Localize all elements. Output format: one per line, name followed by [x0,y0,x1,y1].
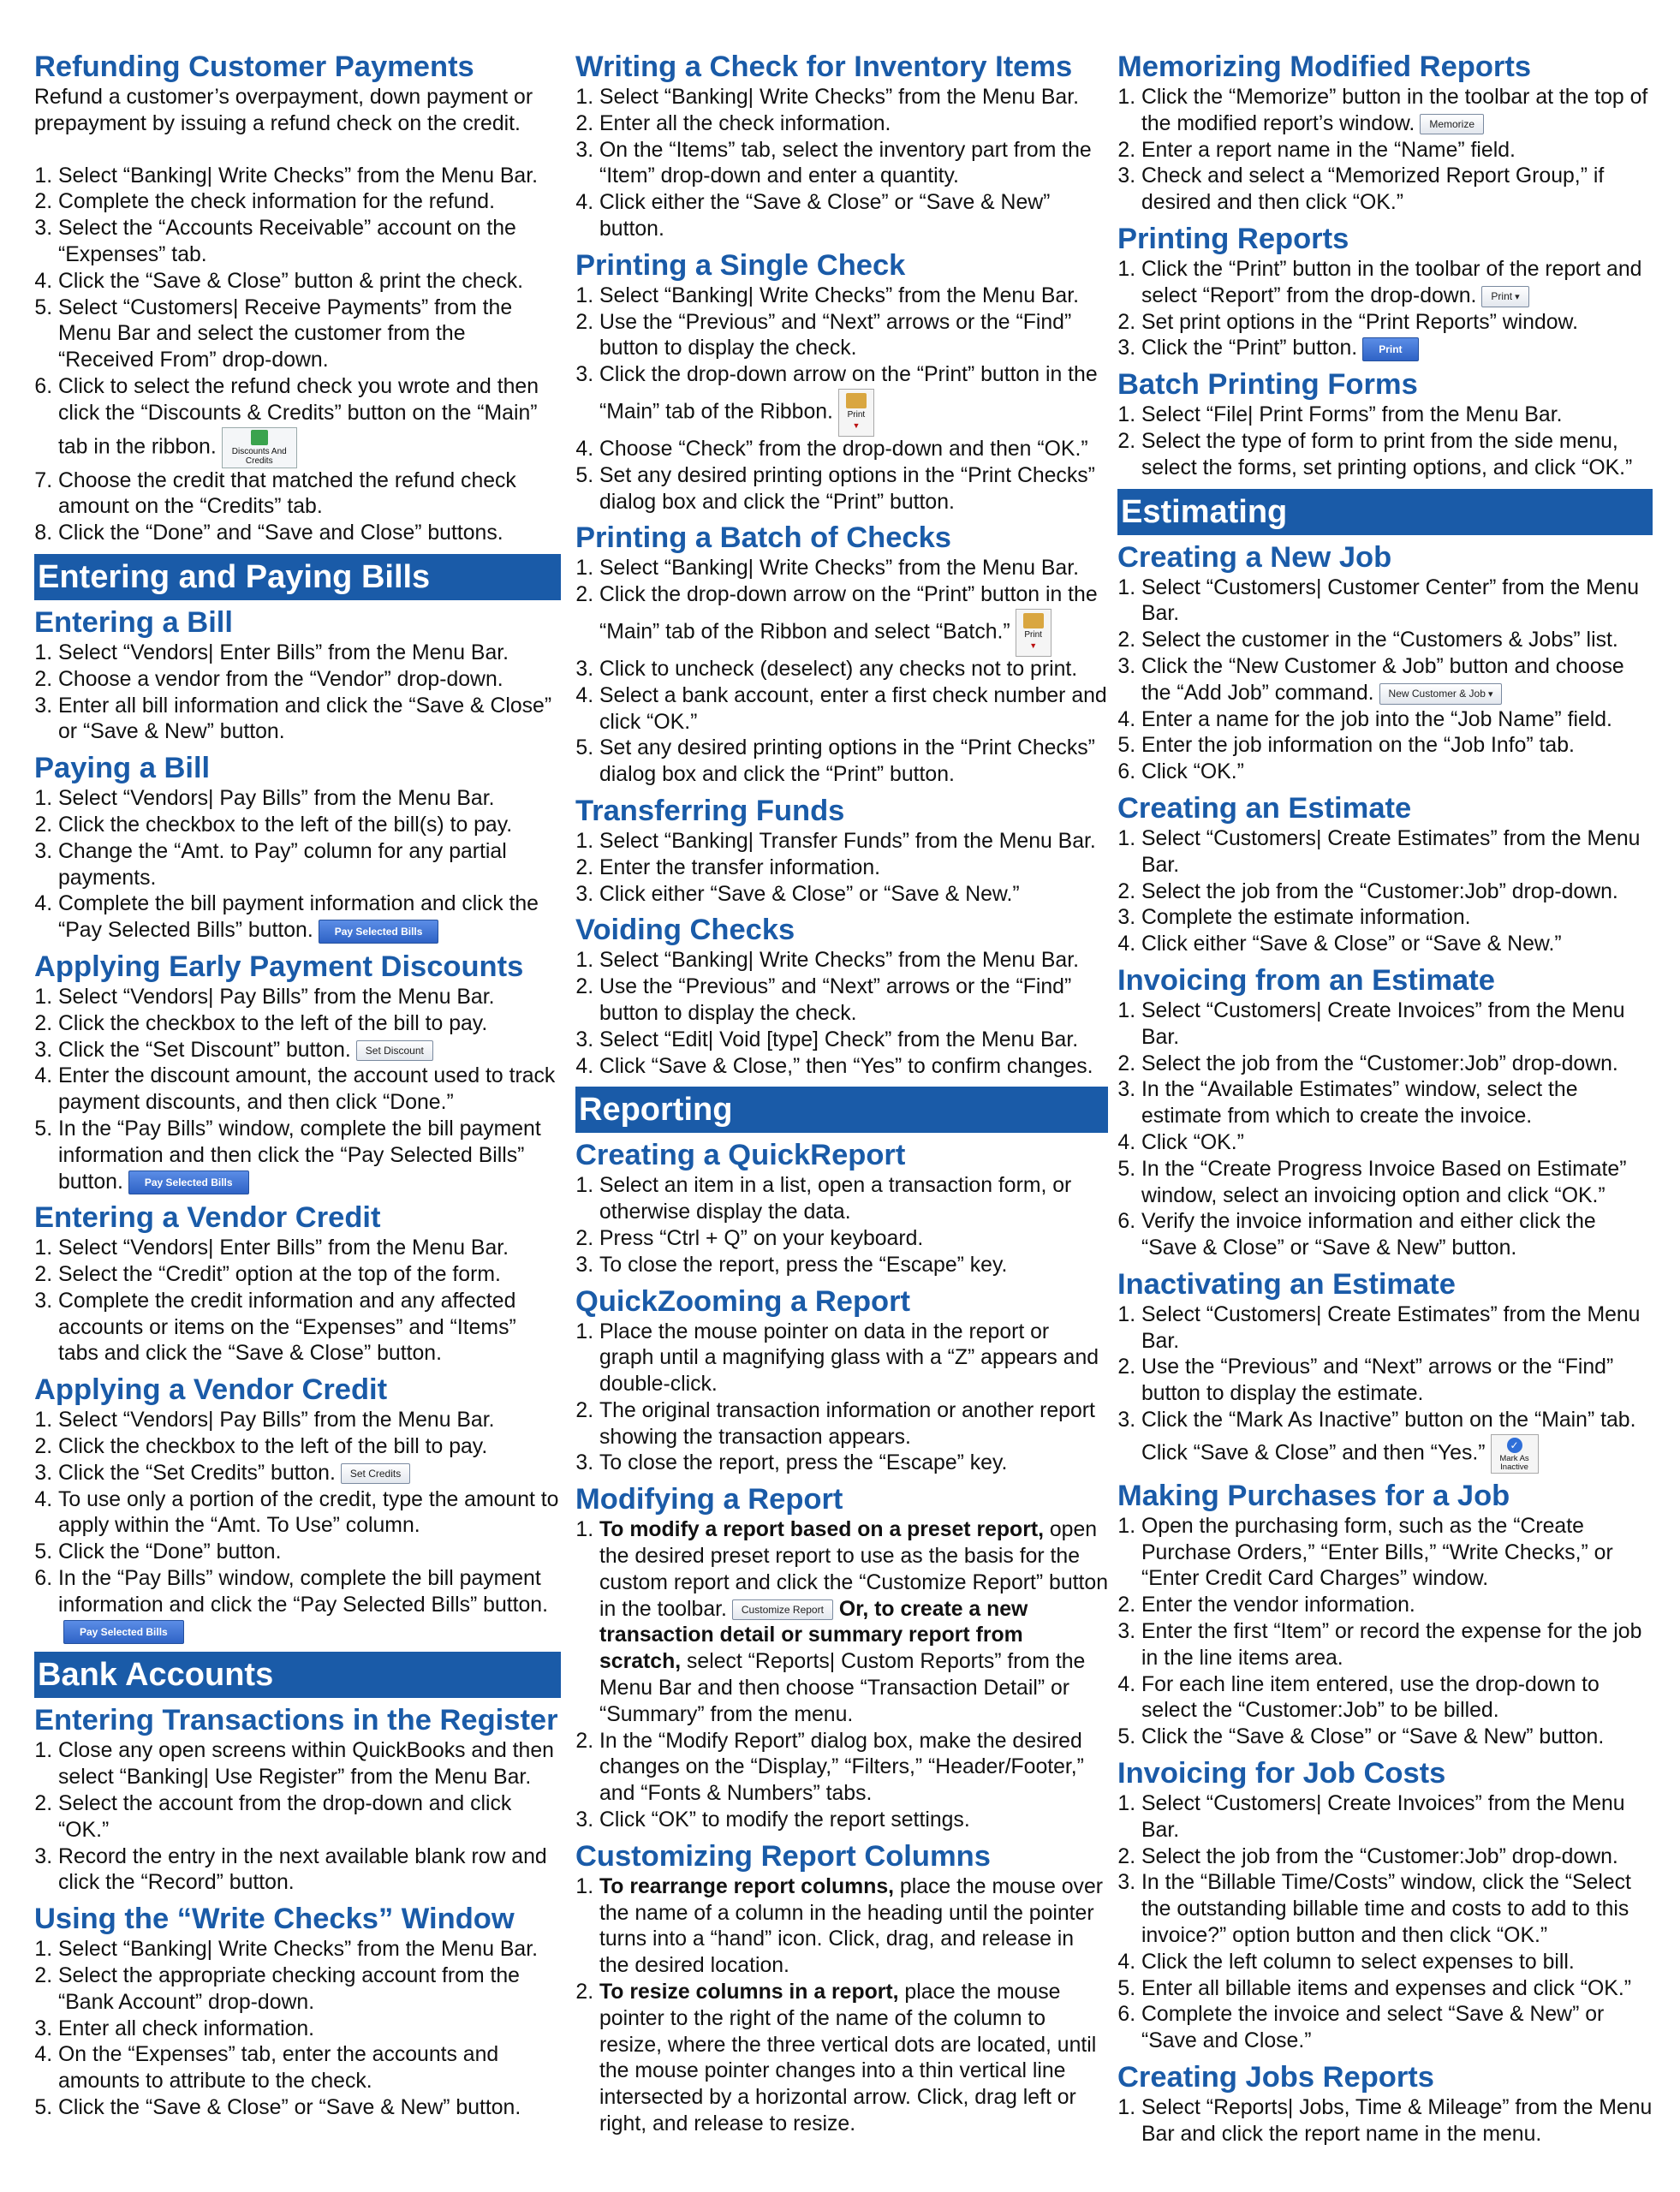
quickreport-steps [575,1173,1108,1278]
step: 1. Select “Customers| Create Invoices” from the Menu Bar. [1141,998,1653,1051]
step: 1. Select “Banking| Write Checks” from the Menu Bar. [599,283,1108,310]
customize-report-button[interactable]: Customize Report [732,1599,833,1620]
step: 6. Complete the invoice and select “Save & New” or “Save and Close.” [1141,2002,1653,2055]
job-costs-steps [1117,1791,1653,2055]
step: 1. Select “Banking| Write Checks” from the Menu Bar. [58,164,561,190]
section-title-register: Entering Transactions in the Register [34,1704,558,1737]
step [1141,85,1653,138]
step: 1. Place the mouse pointer on data in the report or graph until a magnifying glass with a “Z” appears and double-click. [599,1319,1108,1398]
step: 3. Select “Edit| Void [type] Check” from the Menu Bar. [599,1028,1108,1054]
step [58,1461,561,1487]
step: 1. Select “Customers| Customer Center” from the Menu Bar. [1141,575,1653,628]
step: 5. Set any desired printing options in the “Print Checks” dialog box and click the “Print” button. [599,736,1108,789]
step: 5. Click the “Done” button. [58,1540,561,1566]
step-text: place the mouse over the name of a column in the heading until the pointer turns into a “hand” icon. Click, drag, and release in the desired location. [599,1874,1104,1978]
voiding-steps [575,948,1108,1080]
step-text: Complete the bill payment information and click the “Pay Selected Bills” button. [58,892,539,943]
step: 1. Select “Banking| Write Checks” from the Menu Bar. [599,556,1108,582]
step [599,362,1108,437]
step-bold: To resize columns in a report, [599,1981,899,2004]
enter-bill-steps [34,640,561,746]
step: 2. Click the checkbox to the left of the bill to pay. [58,1011,561,1038]
step-text: open the desired preset report to use as the basis for the custom report and click the “Customize Report” button in the toolbar. [599,1518,1108,1621]
step: 3. Enter all check information. [58,2016,561,2043]
print-dropdown-button[interactable]: Print ▾ [1481,286,1528,307]
step: 1. Open the purchasing form, such as the “Create Purchase Orders,” “Enter Bills,” “Write Checks,” or “Enter Credit Card Charges” window. [1141,1514,1653,1593]
vendor-credit-steps [34,1236,561,1367]
section-title-invoicing-estimate: Invoicing from an Estimate [1117,963,1495,997]
step: 3. Complete the estimate information. [1141,905,1653,932]
step: 4. For each line item entered, use the drop-down to select the “Customer:Job” to be billed. [1141,1672,1653,1725]
column-1 [34,45,561,2122]
step: 5. In the “Create Progress Invoice Based on Estimate” window, select an invoicing option and click “OK.” [1141,1157,1653,1210]
step: 1. Select “Vendors| Enter Bills” from the Menu Bar. [58,1236,561,1262]
step: 1. Select “Banking| Write Checks” from the Menu Bar. [599,85,1108,111]
print-button[interactable] [1016,609,1051,657]
columns-steps [575,1874,1108,2138]
batch-forms-steps [1117,402,1653,481]
checkmark-icon: ✓ [1507,1438,1522,1453]
step: 2. Select the “Credit” option at the top of the form. [58,1262,561,1289]
printer-icon [846,393,867,408]
step-text: Click the “Set Discount” button. [58,1038,351,1062]
step: 4. Enter a name for the job into the “Job Name” field. [1141,707,1653,734]
section-title-write-checks: Using the “Write Checks” Window [34,1903,515,1936]
step: 4. Choose “Check” from the drop-down and then “OK.” [599,437,1108,463]
step-text: Click the “Memorize” button in the toolbar at the top of the modified report’s window. [1141,86,1648,135]
section-title-quickzoom: QuickZooming a Report [575,1284,911,1318]
step: 3. Change the “Amt. to Pay” column for any partial payments. [58,839,561,892]
step: 2. Enter the vendor information. [1141,1593,1653,1619]
section-title-single-check: Printing a Single Check [575,248,906,282]
batch-check-steps [575,556,1108,789]
new-customer-job-button[interactable]: New Customer & Job ▾ [1379,683,1503,705]
modify-steps [575,1517,1108,1834]
discounts-credits-icon [251,430,268,445]
step: 3. Complete the credit information and any affected accounts or items on the “Expenses” and “Items” tabs and click the “Save & Close” button. [58,1289,561,1367]
step [58,1038,561,1064]
memorize-steps [1117,85,1653,217]
pay-selected-bills-button[interactable]: Pay Selected Bills [128,1170,249,1194]
section-title-purchases: Making Purchases for a Job [1117,1479,1510,1512]
step [58,374,561,468]
step-bold-or: Or, to create a new transaction detail or summary report from scratch, [599,1597,1028,1674]
step [599,1517,1108,1728]
step: 1. Select “Customers| Create Estimates” from the Menu Bar. [1141,826,1653,879]
step: 1. Select “Customers| Create Invoices” from the Menu Bar. [1141,1791,1653,1844]
step: 2. Use the “Previous” and “Next” arrows or the “Find” button to display the check. [599,974,1108,1028]
jobs-reports-steps [1117,2095,1653,2148]
step [599,1980,1108,2138]
step-text: Click the drop-down arrow on the “Print” button in the “Main” tab of the Ribbon and select “Batch.” [599,583,1098,644]
dropdown-arrow-icon: ▼ [1029,640,1038,650]
step: 1. Select “Vendors| Enter Bills” from the Menu Bar. [58,640,561,667]
step [599,582,1108,657]
step: 3. Select the “Accounts Receivable” account on the “Expenses” tab. [58,216,561,269]
step-text: place the mouse pointer to the right of the name of the column to resize, where the three vertical dots are located, until the mouse pointer changes into a thin vertical line intersected by a horizontal arrow. Click, drag left or right, and release to resize. [599,1981,1097,2136]
section-title-modifying: Modifying a Report [575,1483,843,1516]
section-title-refunding: Refunding Customer Payments [34,51,474,83]
section-title-job-costs: Invoicing for Job Costs [1117,1757,1446,1790]
single-check-steps [575,283,1108,516]
step: 5. Enter the job information on the “Job Info” tab. [1141,733,1653,759]
step: 4. Click either “Save & Close” or “Save & New.” [1141,932,1653,958]
step: 2. Select the account from the drop-down and click “OK.” [58,1791,561,1844]
step [599,1874,1108,1980]
refund-steps [34,164,561,547]
step: 4. Click “Save & Close,” then “Yes” to confirm changes. [599,1054,1108,1081]
print-button[interactable] [838,389,874,437]
inactivate-steps [1117,1302,1653,1474]
invoicing-estimate-steps [1117,998,1653,1262]
step: 3. To close the report, press the “Escape” key. [599,1450,1108,1477]
step: 4. Click the “Save & Close” button & print the check. [58,269,561,295]
step: 1. Select “Reports| Jobs, Time & Mileage” from the Menu Bar and click the report name in the menu. [1141,2095,1653,2148]
step: 1. Select “Banking| Write Checks” from the Menu Bar. [58,1937,561,1963]
step: 2. Select the job from the “Customer:Job” drop-down. [1141,879,1653,906]
purchases-steps [1117,1514,1653,1751]
step: 3. Record the entry in the next available blank row and click the “Record” button. [58,1844,561,1897]
step: 3. Click either “Save & Close” or “Save & New.” [599,882,1108,908]
step: 1. Select “Vendors| Pay Bills” from the Menu Bar. [58,985,561,1011]
section-title-vendor-credit: Entering a Vendor Credit [34,1201,381,1235]
section-title-printing-reports: Printing Reports [1117,222,1349,255]
step: 5. Select “Customers| Receive Payments” from the Menu Bar and select the customer from the “Received From” drop-down. [58,295,561,374]
step-text: Click the “New Customer & Job” button and choose the “Add Job” command. [1141,654,1624,705]
print-button[interactable]: Print [1362,337,1418,361]
register-steps [34,1738,561,1897]
step-text: Click to select the refund check you wrote and then click the “Discounts & Credits” button on the “Main” tab in the ribbon. [58,374,539,459]
step: 2. Select the job from the “Customer:Job” drop-down. [1141,1051,1653,1078]
step: 2. Use the “Previous” and “Next” arrows or the “Find” button to display the estimate. [1141,1355,1653,1408]
section-title-new-job: Creating a New Job [1117,540,1392,574]
step: 1. Select “Vendors| Pay Bills” from the Menu Bar. [58,786,561,813]
step-text: Click the “Print” button in the toolbar of the report and select “Report” from the drop-down. [1141,257,1642,307]
section-title-apply-credit: Applying a Vendor Credit [34,1373,388,1407]
section-title-early-discounts: Applying Early Payment Discounts [34,950,524,983]
step: 2. Select the customer in the “Customers & Jobs” list. [1141,628,1653,654]
step: 5. Click the “Save & Close” or “Save & New” button. [1141,1724,1653,1751]
dropdown-arrow-icon: ▼ [852,420,861,430]
step: 6. Verify the invoice information and either click the “Save & Close” or “Save & New” button. [1141,1209,1653,1262]
section-title-memorizing: Memorizing Modified Reports [1117,51,1531,83]
step: 1. Select “File| Print Forms” from the Menu Bar. [1141,402,1653,429]
section-bar-estimating: Estimating [1117,489,1653,535]
step: 3. In the “Billable Time/Costs” window, click the “Select the outstanding billable time and costs to add to this invoice?” option button and then click “OK.” [1141,1870,1653,1949]
column-3 [1117,45,1653,2148]
step: 3. In the “Available Estimates” window, select the estimate from which to create the invoice. [1141,1077,1653,1130]
step: 2. Complete the check information for the refund. [58,189,561,216]
print-label: Print [1024,629,1042,640]
step: 2. Click the checkbox to the left of the bill to pay. [58,1434,561,1461]
section-title-inactivating: Inactivating an Estimate [1117,1267,1456,1301]
mark-as-inactive-button[interactable] [1491,1434,1539,1474]
step: 3. Enter the first “Item” or record the expense for the job in the line items area. [1141,1619,1653,1672]
step: 2. Enter the transfer information. [599,855,1108,882]
printer-icon [1023,613,1044,628]
step: 4. Select a bank account, enter a first check number and click “OK.” [599,683,1108,736]
step: 3. Click “OK” to modify the report settings. [599,1808,1108,1834]
write-checks-steps [34,1937,561,2122]
step: 2. The original transaction information or another report showing the transaction appears. [599,1398,1108,1451]
step: 3. Click to uncheck (deselect) any checks not to print. [599,657,1108,683]
step-bold: To modify a report based on a preset report, [599,1518,1044,1542]
step: 1. Select “Banking| Write Checks” from the Menu Bar. [599,948,1108,974]
discounts-credits-label: Discounts And Credits [231,446,287,466]
step-text: select “Reports| Custom Reports” from the Menu Bar and then choose “Transaction Detail” or “Summary” from the menu. [599,1650,1086,1726]
section-title-transfer: Transferring Funds [575,794,845,827]
step: 7. Choose the credit that matched the refund check amount on the “Credits” tab. [58,468,561,521]
refund-intro: Refund a customer’s overpayment, down payment or prepayment by issuing a refund check on the credit. [34,86,533,135]
pay-bill-steps [34,786,561,944]
set-credits-button[interactable]: Set Credits [341,1463,410,1484]
step: 1. Select an item in a list, open a transaction form, or otherwise display the data. [599,1173,1108,1226]
section-title-inventory-check: Writing a Check for Inventory Items [575,51,1073,83]
section-title-paying-bill: Paying a Bill [34,752,211,785]
pay-selected-bills-button[interactable]: Pay Selected Bills [63,1620,184,1644]
step: 3. Enter all bill information and click the “Save & Close” or “Save & New” button. [58,694,561,747]
step: 5. Enter all billable items and expenses and click “OK.” [1141,1976,1653,2003]
step: 2. In the “Modify Report” dialog box, make the desired changes on the “Display,” “Filters,” “Header/Footer,” and “Fonts & Numbers” tabs. [599,1729,1108,1808]
step [58,891,561,944]
step-text: Click the “Set Credits” button. [58,1461,336,1485]
step: 4. Click either the “Save & Close” or “Save & New” button. [599,190,1108,243]
step: 2. Press “Ctrl + Q” on your keyboard. [599,1226,1108,1253]
section-bar-bills: Entering and Paying Bills [34,554,561,600]
section-title-quickreport: Creating a QuickReport [575,1139,906,1172]
discounts-credits-button[interactable] [222,427,297,468]
section-title-batch-forms: Batch Printing Forms [1117,368,1418,402]
step: 3. On the “Items” tab, select the inventory part from the “Item” drop-down and enter a quantity. [599,138,1108,191]
new-job-steps [1117,575,1653,786]
memorize-button[interactable]: Memorize [1420,114,1484,134]
step: 5. Set any desired printing options in the “Print Checks” dialog box and click the “Print” button. [599,463,1108,516]
step-text: Click the “Mark As Inactive” button on the “Main” tab. Click “Save & Close” and then “Yes.” [1141,1409,1636,1465]
step-text: Click the drop-down arrow on the “Print” button in the “Main” tab of the Ribbon. [599,363,1098,424]
section-bar-reporting: Reporting [575,1087,1108,1133]
early-discount-steps [34,985,561,1195]
step: 2. Use the “Previous” and “Next” arrows or the “Find” button to display the check. [599,310,1108,363]
step: 2. Set print options in the “Print Reports” window. [1141,310,1653,337]
step [1141,336,1653,362]
step: 4. Click “OK.” [1141,1130,1653,1157]
step: 4. Click the left column to select expenses to bill. [1141,1950,1653,1976]
section-title-voiding: Voiding Checks [575,914,795,947]
step-text: Click the “Print” button. [1141,337,1358,360]
section-title-entering-bill: Entering a Bill [34,605,233,639]
pay-selected-bills-button[interactable]: Pay Selected Bills [319,920,439,944]
step [1141,1408,1653,1474]
print-label: Print [847,409,866,420]
step: 1. Select “Vendors| Pay Bills” from the Menu Bar. [58,1408,561,1434]
step: 2. Select the appropriate checking account from the “Bank Account” drop-down. [58,1963,561,2016]
section-title-columns: Customizing Report Columns [575,1839,991,1873]
step: 3. Check and select a “Memorized Report Group,” if desired and then click “OK.” [1141,164,1653,217]
step-text: In the “Pay Bills” window, complete the bill payment information and then click the “Pay Selected Bills” button. [58,1117,541,1194]
step: 4. Enter the discount amount, the account used to track payment discounts, and then click “Done.” [58,1063,561,1117]
step [58,1117,561,1195]
step: 8. Click the “Done” and “Save and Close” buttons. [58,521,561,547]
step: 4. On the “Expenses” tab, enter the accounts and amounts to attribute to the check. [58,2042,561,2095]
step: 2. Select the type of form to print from the side menu, select the forms, set printing options, and click “OK.” [1141,429,1653,482]
step: 1. Close any open screens within QuickBooks and then select “Banking| Use Register” from the Menu Bar. [58,1738,561,1791]
column-2 [575,45,1108,2138]
set-discount-button[interactable]: Set Discount [356,1040,433,1061]
quickzoom-steps [575,1319,1108,1478]
apply-credit-steps [34,1408,561,1645]
step: 6. Click “OK.” [1141,759,1653,786]
step-text: In the “Pay Bills” window, complete the bill payment information and click the “Pay Selected Bills” button. [58,1567,548,1617]
step: 3. To close the report, press the “Escape” key. [599,1253,1108,1279]
section-title-jobs-reports: Creating Jobs Reports [1117,2061,1434,2094]
step: 2. Select the job from the “Customer:Job” drop-down. [1141,1844,1653,1871]
print-reports-steps [1117,257,1653,362]
step: 1. Select “Banking| Transfer Funds” from the Menu Bar. [599,829,1108,855]
section-bar-bank: Bank Accounts [34,1652,561,1698]
step: 2. Choose a vendor from the “Vendor” drop-down. [58,667,561,694]
estimate-steps [1117,826,1653,958]
step: 2. Enter a report name in the “Name” field. [1141,138,1653,164]
step: 5. Click the “Save & Close” or “Save & New” button. [58,2095,561,2122]
step [1141,654,1653,707]
step: 2. Click the checkbox to the left of the bill(s) to pay. [58,813,561,839]
section-title-batch-checks: Printing a Batch of Checks [575,521,951,555]
step [58,1566,561,1645]
transfer-steps [575,829,1108,908]
step: 4. To use only a portion of the credit, type the amount to apply within the “Amt. To Use” column. [58,1487,561,1540]
step [1141,257,1653,310]
mark-inactive-label: Mark As Inactive [1499,1453,1529,1472]
step: 2. Enter all the check information. [599,111,1108,138]
inventory-check-steps [575,85,1108,243]
step: 1. Select “Customers| Create Estimates” from the Menu Bar. [1141,1302,1653,1355]
section-title-estimate: Creating an Estimate [1117,791,1412,825]
step-bold: To rearrange report columns, [599,1874,895,1898]
